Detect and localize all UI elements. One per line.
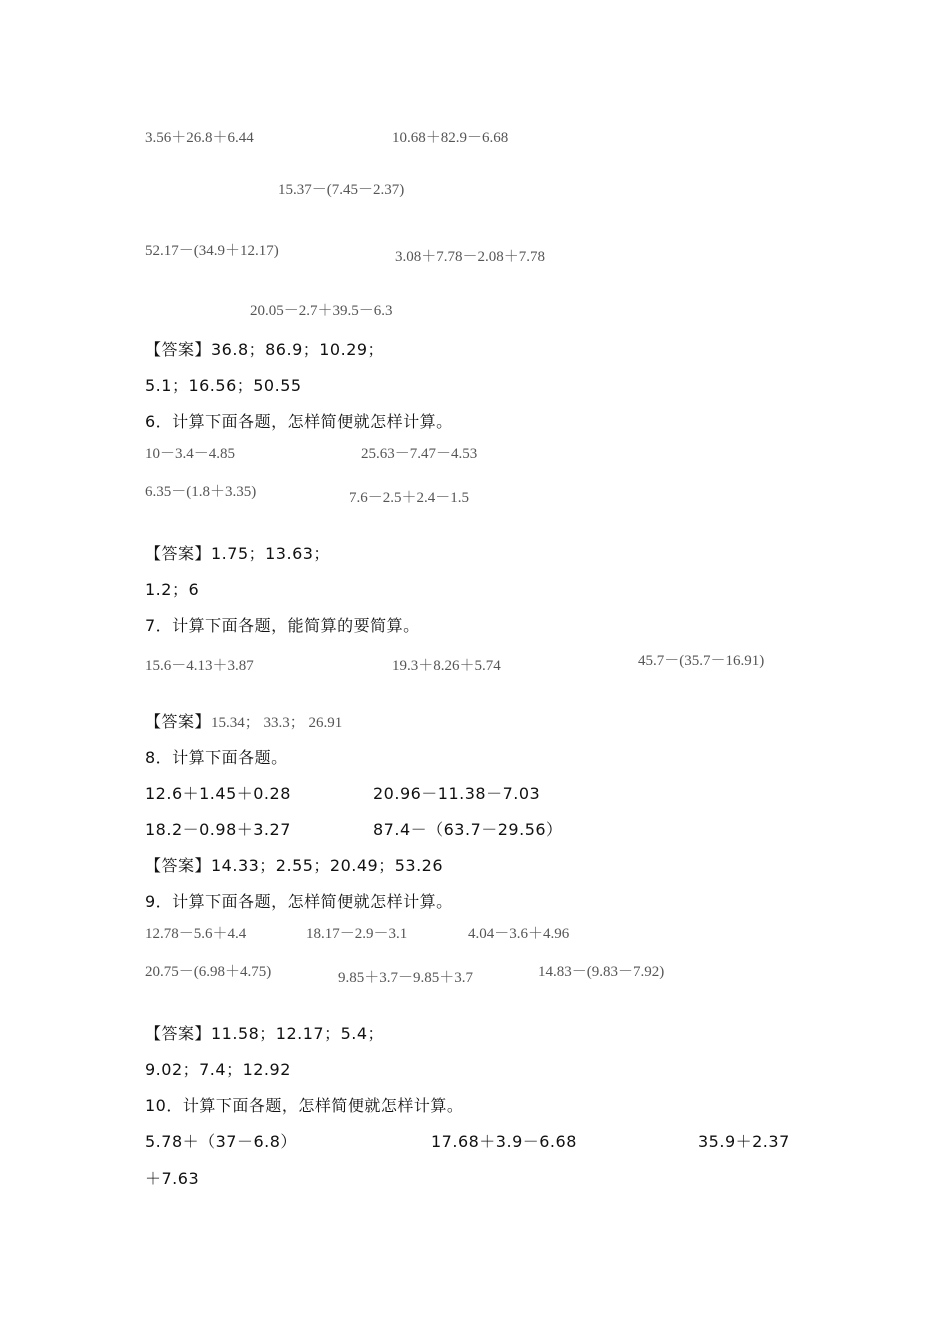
expression: 15.6－4.13＋3.87 bbox=[145, 658, 254, 674]
expression: 25.63－7.47－4.53 bbox=[361, 446, 478, 462]
question-title: 8．计算下面各题。 bbox=[145, 748, 288, 767]
expression: 5.78＋（37－6.8） bbox=[145, 1132, 297, 1151]
question-title: 10．计算下面各题，怎样简便就怎样计算。 bbox=[145, 1096, 464, 1115]
question-title: 7．计算下面各题，能简算的要简算。 bbox=[145, 616, 420, 635]
expression: 52.17－(34.9＋12.17) bbox=[145, 243, 279, 259]
answer-values: 15.34； 33.3； 26.91 bbox=[211, 715, 343, 731]
answer-line: 【答案】1.75；13.63； bbox=[145, 544, 330, 563]
expression: 9.85＋3.7－9.85＋3.7 bbox=[338, 970, 474, 986]
answer-label: 【答案】 bbox=[145, 712, 212, 731]
expression: 15.37－(7.45－2.37) bbox=[278, 182, 405, 198]
answer-line: 5.1；16.56；50.55 bbox=[145, 376, 302, 395]
expression: 35.9＋2.37 bbox=[698, 1132, 790, 1151]
answer-line: 1.2；6 bbox=[145, 580, 200, 599]
expression: 18.2－0.98＋3.27 bbox=[145, 820, 291, 839]
question-title: 9．计算下面各题，怎样简便就怎样计算。 bbox=[145, 892, 453, 911]
answer-line bbox=[145, 709, 342, 732]
expression: 3.56＋26.8＋6.44 bbox=[145, 130, 254, 146]
expression: 17.68＋3.9－6.68 bbox=[431, 1132, 577, 1151]
expression: 18.17－2.9－3.1 bbox=[306, 926, 408, 942]
expression: 20.96－11.38－7.03 bbox=[373, 784, 541, 803]
expression: 4.04－3.6＋4.96 bbox=[468, 926, 570, 942]
expression: 12.6＋1.45＋0.28 bbox=[145, 784, 291, 803]
expression: 12.78－5.6＋4.4 bbox=[145, 926, 247, 942]
expression: 87.4－（63.7－29.56） bbox=[373, 820, 563, 839]
expression: 10.68＋82.9－6.68 bbox=[392, 130, 509, 146]
expression: 45.7－(35.7－16.91) bbox=[638, 653, 765, 669]
expression: 7.6－2.5＋2.4－1.5 bbox=[349, 490, 470, 506]
expression: 19.3＋8.26＋5.74 bbox=[392, 658, 501, 674]
expression: 14.83－(9.83－7.92) bbox=[538, 964, 665, 980]
expression: 10－3.4－4.85 bbox=[145, 446, 236, 462]
answer-line: 9.02；7.4；12.92 bbox=[145, 1060, 291, 1079]
expression: 6.35－(1.8＋3.35) bbox=[145, 484, 257, 500]
expression: 20.05－2.7＋39.5－6.3 bbox=[250, 303, 393, 319]
expression: 3.08＋7.78－2.08＋7.78 bbox=[395, 249, 546, 265]
question-title: 6．计算下面各题，怎样简便就怎样计算。 bbox=[145, 412, 453, 431]
expression: 20.75－(6.98＋4.75) bbox=[145, 964, 272, 980]
answer-line: 【答案】14.33；2.55；20.49；53.26 bbox=[145, 856, 444, 875]
answer-line: 【答案】36.8；86.9；10.29； bbox=[145, 340, 385, 359]
answer-line: 【答案】11.58；12.17；5.4； bbox=[145, 1024, 385, 1043]
expression: ＋7.63 bbox=[145, 1169, 200, 1188]
